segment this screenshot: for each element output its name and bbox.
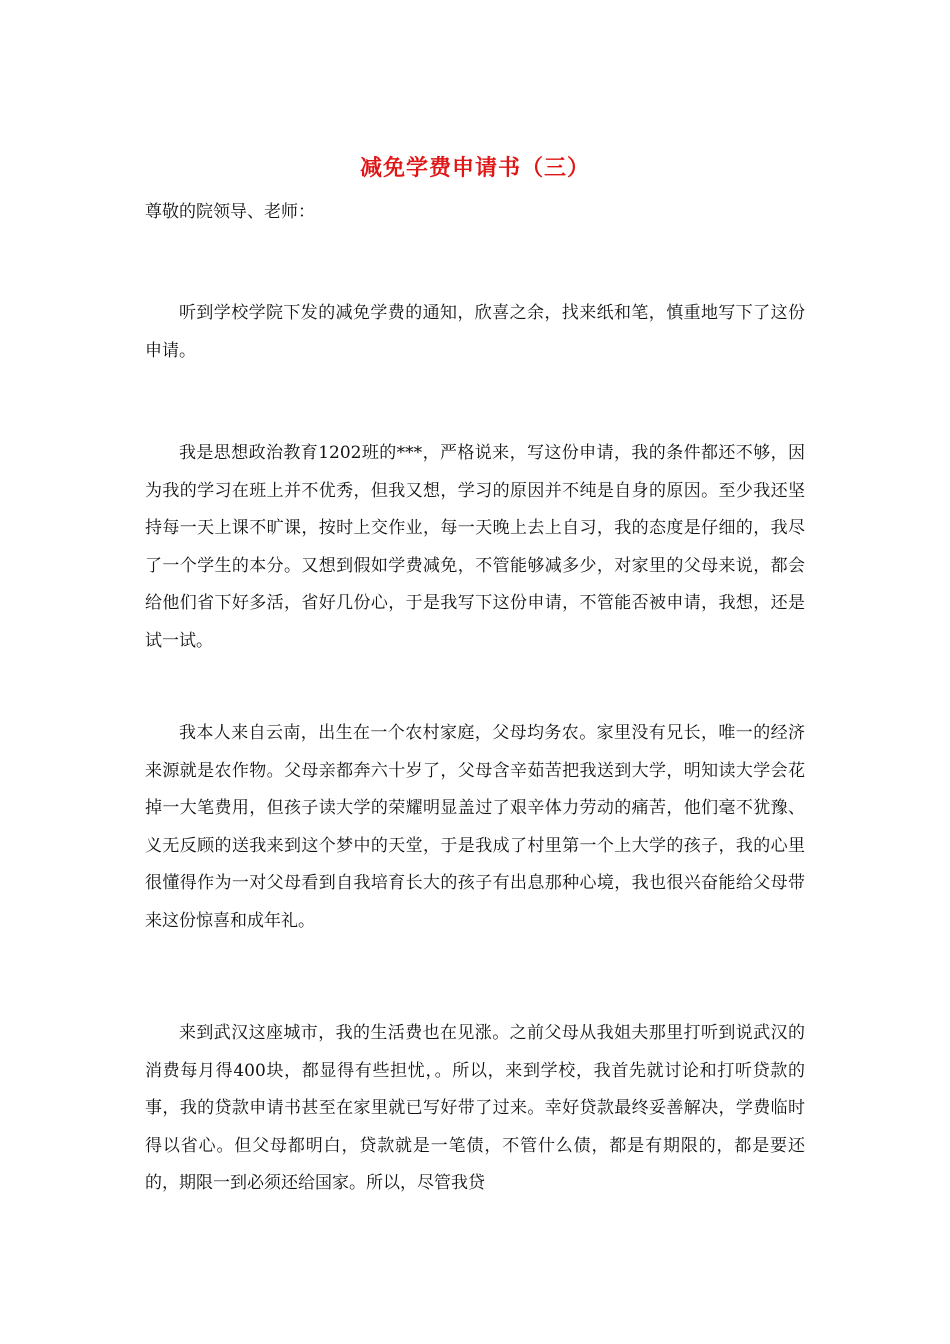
- paragraph-2: 我是思想政治教育1202班的***，严格说来，写这份申请，我的条件都还不够，因为我的学习在班上并不优秀，但我又想，学习的原因并不纯是自身的原因。至少我还坚持每一天上课不旷课，按时上交作业，每一天晚上去上自习，我的态度是仔细的，我尽了一个学生的本分。又想到假如学费减免，不管能够减多少，对家里的父母来说，都会给他们省下好多活，省好几份心，于是我写下这份申请，不管能否被申请，我想，还是试一试。: [145, 443, 805, 651]
- document-title: 减免学费申请书（三）: [359, 155, 590, 181]
- paragraph-3: 我本人来自云南，出生在一个农村家庭，父母均务农。家里没有兄长，唯一的经济来源就是农作物。父母亲都奔六十岁了，父母含辛茹苦把我送到大学，明知读大学会花掉一大笔费用，但孩子读大学的荣耀明显盖过了艰辛体力劳动的痛苦，他们毫不犹豫、义无反顾的送我来到这个梦中的天堂，于是我成了村里第一个上大学的孩子，我的心里很懂得作为一对父母看到自我培育长大的孩子有出息那种心境，我也很兴奋能给父母带来这份惊喜和成年礼。: [145, 723, 805, 931]
- paragraph-4: 来到武汉这座城市，我的生活费也在见涨。之前父母从我姐夫那里打听到说武汉的消费每月得400块，都显得有些担忧，。所以，来到学校，我首先就讨论和打听贷款的事，我的贷款申请书甚至在家里就已写好带了过来。幸好贷款最终妥善解决，学费临时得以省心。但父母都明白，贷款就是一笔债，不管什么债，都是有期限的，都是要还的，期限一到必须还给国家。所以，尽管我贷: [145, 1023, 805, 1193]
- paragraph-1: 听到学校学院下发的减免学费的通知，欣喜之余，找来纸和笔，慎重地写下了这份申请。: [145, 303, 805, 361]
- salutation: 尊敬的院领导、老师：: [145, 202, 315, 222]
